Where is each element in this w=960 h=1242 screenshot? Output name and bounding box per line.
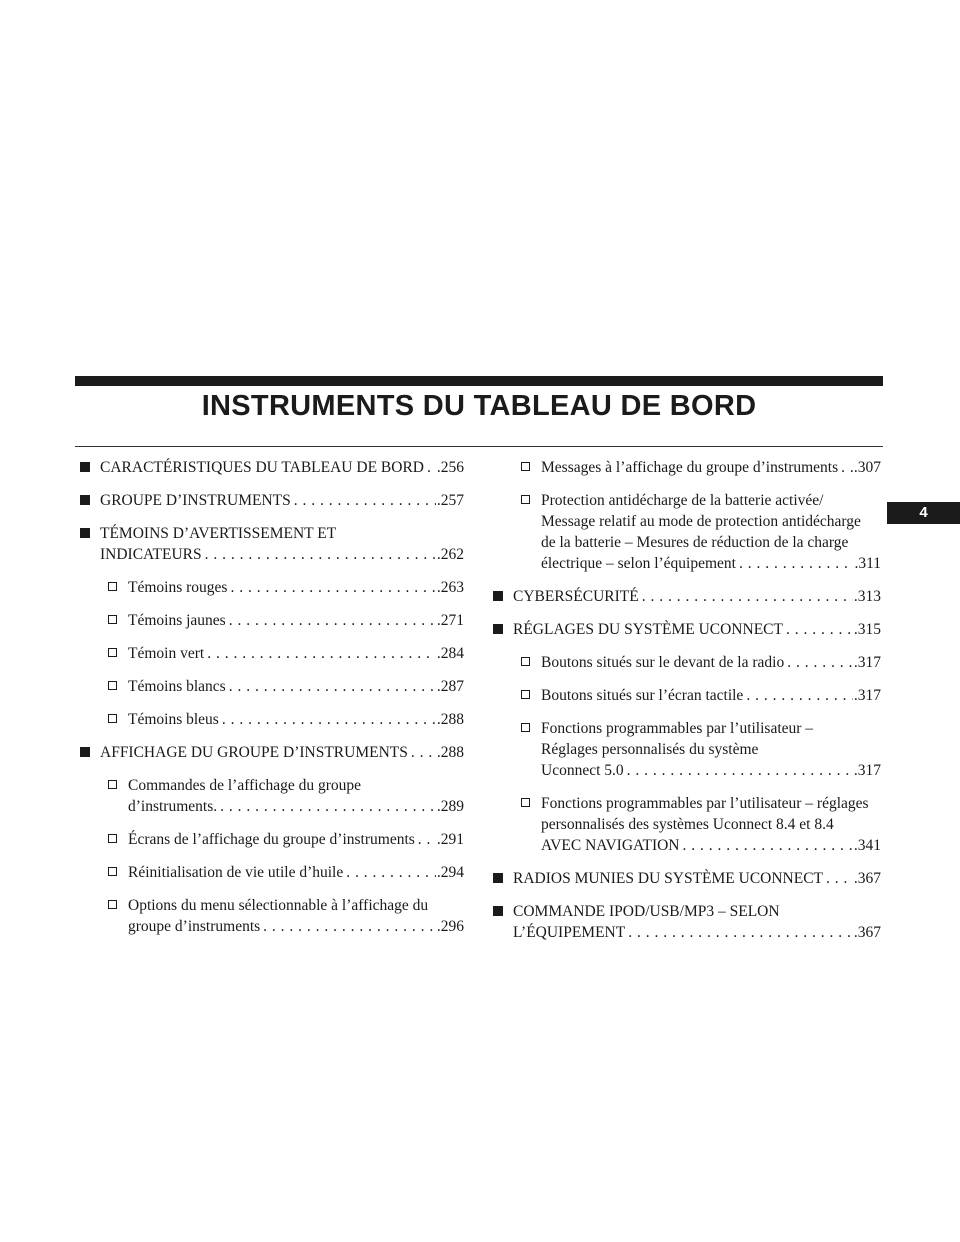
hollow-square-bullet-icon	[521, 798, 530, 807]
toc-entry-text: INDICATEURS	[100, 546, 202, 563]
toc-entry[interactable]	[80, 490, 464, 511]
hollow-square-bullet-icon	[108, 900, 117, 909]
toc-page-number: .284	[436, 645, 464, 662]
toc-page-number: .287	[436, 678, 464, 695]
filled-square-bullet-icon	[493, 591, 503, 601]
toc-subentry[interactable]	[493, 718, 881, 781]
toc-page-number: .294	[436, 864, 464, 881]
hollow-square-bullet-icon	[108, 681, 117, 690]
toc-subentry[interactable]	[493, 490, 881, 574]
toc-entry-text: Fonctions programmables par l’utilisateur – réglages	[541, 795, 869, 812]
toc-entry-text: Témoins jaunes	[128, 612, 226, 629]
dot-leader	[627, 760, 853, 781]
dot-leader	[346, 862, 436, 883]
header-bottom-rule	[75, 446, 883, 447]
hollow-square-bullet-icon	[521, 723, 530, 732]
toc-page-number: .257	[436, 492, 464, 509]
toc-entry[interactable]	[493, 868, 881, 889]
hollow-square-bullet-icon	[108, 780, 117, 789]
filled-square-bullet-icon	[493, 873, 503, 883]
toc-entry-text: TÉMOINS D’AVERTISSEMENT ET	[100, 525, 337, 542]
filled-square-bullet-icon	[80, 495, 90, 505]
toc-left-column	[80, 457, 464, 949]
dot-leader	[826, 868, 853, 889]
toc-page-number: .289	[436, 798, 464, 815]
toc-page-number: .367	[853, 924, 881, 941]
toc-entry-text: Uconnect 5.0	[541, 762, 624, 779]
toc-entry-text: Messages à l’affichage du groupe d’instruments	[541, 459, 839, 476]
toc-page-number: .256	[436, 459, 464, 476]
toc-subentry[interactable]	[80, 643, 464, 664]
toc-entry-text: CARACTÉRISTIQUES DU TABLEAU DE BORD	[100, 459, 424, 476]
toc-entry-text: Réglages personnalisés du système	[541, 741, 759, 758]
toc-page-number: .317	[853, 687, 881, 704]
toc-entry-text: Témoins rouges	[128, 579, 228, 596]
filled-square-bullet-icon	[80, 528, 90, 538]
header-top-rule	[75, 376, 883, 386]
toc-subentry[interactable]	[80, 610, 464, 631]
toc-page-number: .313	[853, 588, 881, 605]
filled-square-bullet-icon	[80, 747, 90, 757]
dot-leader	[411, 742, 436, 763]
toc-entry-text: Écrans de l’affichage du groupe d’instruments	[128, 831, 415, 848]
dot-leader	[205, 544, 436, 565]
toc-entry-text: groupe d’instruments	[128, 918, 261, 935]
toc-page-number: .367	[853, 870, 881, 887]
toc-entry-text: Boutons situés sur le devant de la radio	[541, 654, 785, 671]
hollow-square-bullet-icon	[521, 462, 530, 471]
toc-entry-text: de la batterie – Mesures de réduction de la charge	[541, 534, 849, 551]
toc-page-number: .341	[853, 837, 881, 854]
dot-leader	[207, 643, 436, 664]
toc-entry-text: électrique – selon l’équipement	[541, 555, 736, 572]
hollow-square-bullet-icon	[521, 495, 530, 504]
hollow-square-bullet-icon	[108, 867, 117, 876]
hollow-square-bullet-icon	[108, 648, 117, 657]
toc-subentry[interactable]	[80, 895, 464, 937]
toc-entry-text: Protection antidécharge de la batterie activée/	[541, 492, 824, 509]
toc-entry-text: COMMANDE IPOD/USB/MP3 – SELON	[513, 903, 780, 920]
dot-leader	[222, 709, 436, 730]
toc-page-number: .288	[436, 744, 464, 761]
toc-subentry[interactable]	[493, 652, 881, 673]
dot-leader	[418, 829, 436, 850]
dot-leader	[230, 577, 435, 598]
toc-page-number: .271	[436, 612, 464, 629]
toc-entry[interactable]	[493, 901, 881, 943]
toc-entry-text: RÉGLAGES DU SYSTÈME UCONNECT	[513, 621, 783, 638]
toc-page-number: .263	[436, 579, 464, 596]
chapter-tab: 4	[887, 502, 960, 524]
toc-entry-text: CYBERSÉCURITÉ	[513, 588, 639, 605]
toc-subentry[interactable]	[80, 775, 464, 817]
toc-entry[interactable]	[80, 523, 464, 565]
toc-entry[interactable]	[493, 586, 881, 607]
hollow-square-bullet-icon	[108, 834, 117, 843]
toc-entry-text: Options du menu sélectionnable à l’affichage du	[128, 897, 429, 914]
dot-leader	[739, 553, 853, 574]
toc-entry-text: L’ÉQUIPEMENT	[513, 924, 626, 941]
dot-leader	[220, 796, 436, 817]
hollow-square-bullet-icon	[108, 615, 117, 624]
toc-entry-text: AFFICHAGE DU GROUPE D’INSTRUMENTS	[100, 744, 408, 761]
toc-subentry[interactable]	[80, 829, 464, 850]
dot-leader	[642, 586, 853, 607]
toc-entry-text: Réinitialisation de vie utile d’huile	[128, 864, 344, 881]
toc-entry-text: RADIOS MUNIES DU SYSTÈME UCONNECT	[513, 870, 824, 887]
hollow-square-bullet-icon	[108, 582, 117, 591]
dot-leader	[628, 922, 853, 943]
toc-entry-text: personnalisés des systèmes Uconnect 8.4 et 8.4	[541, 816, 834, 833]
toc-entry-text: Boutons situés sur l’écran tactile	[541, 687, 744, 704]
chapter-title: INSTRUMENTS DU TABLEAU DE BORD	[201, 390, 757, 422]
dot-leader	[229, 610, 436, 631]
toc-entry-text: Témoins blancs	[128, 678, 226, 695]
toc-page-number: .315	[853, 621, 881, 638]
toc-subentry[interactable]	[80, 577, 464, 598]
toc-page-number: .291	[436, 831, 464, 848]
dot-leader	[841, 457, 853, 478]
toc-page-number: .307	[853, 459, 881, 476]
dot-leader	[427, 457, 436, 478]
hollow-square-bullet-icon	[108, 714, 117, 723]
toc-page-number: .317	[853, 654, 881, 671]
toc-subentry[interactable]	[493, 685, 881, 706]
toc-subentry[interactable]	[80, 709, 464, 730]
toc-page-number: .288	[436, 711, 464, 728]
filled-square-bullet-icon	[493, 906, 503, 916]
toc-subentry[interactable]	[80, 862, 464, 883]
toc-entry-text: Témoin vert	[128, 645, 205, 662]
filled-square-bullet-icon	[80, 462, 90, 472]
dot-leader	[294, 490, 436, 511]
hollow-square-bullet-icon	[521, 690, 530, 699]
toc-page-number: .317	[853, 762, 881, 779]
toc-right-column	[493, 457, 881, 955]
toc-page-number: .296	[436, 918, 464, 935]
toc-subentry[interactable]	[493, 793, 881, 856]
toc-entry[interactable]	[493, 619, 881, 640]
toc-entry-text: AVEC NAVIGATION	[541, 837, 680, 854]
toc-page-number: .262	[436, 546, 464, 563]
toc-entry-text: d’instruments.	[128, 798, 218, 815]
toc-subentry[interactable]	[493, 457, 881, 478]
toc-entry-text: Fonctions programmables par l’utilisateur –	[541, 720, 814, 737]
filled-square-bullet-icon	[493, 624, 503, 634]
hollow-square-bullet-icon	[521, 657, 530, 666]
toc-entry-text: Témoins bleus	[128, 711, 219, 728]
toc-subentry[interactable]	[80, 676, 464, 697]
toc-entry-text: GROUPE D’INSTRUMENTS	[100, 492, 291, 509]
toc-entry-text: Message relatif au mode de protection antidécharge	[541, 513, 861, 530]
dot-leader	[786, 619, 853, 640]
toc-entry[interactable]	[80, 457, 464, 478]
toc-entry[interactable]	[80, 742, 464, 763]
dot-leader	[746, 685, 853, 706]
dot-leader	[229, 676, 436, 697]
dot-leader	[263, 916, 436, 937]
dot-leader	[787, 652, 853, 673]
toc-page-number: .311	[854, 555, 881, 572]
dot-leader	[683, 835, 853, 856]
toc-entry-text: Commandes de l’affichage du groupe	[128, 777, 361, 794]
